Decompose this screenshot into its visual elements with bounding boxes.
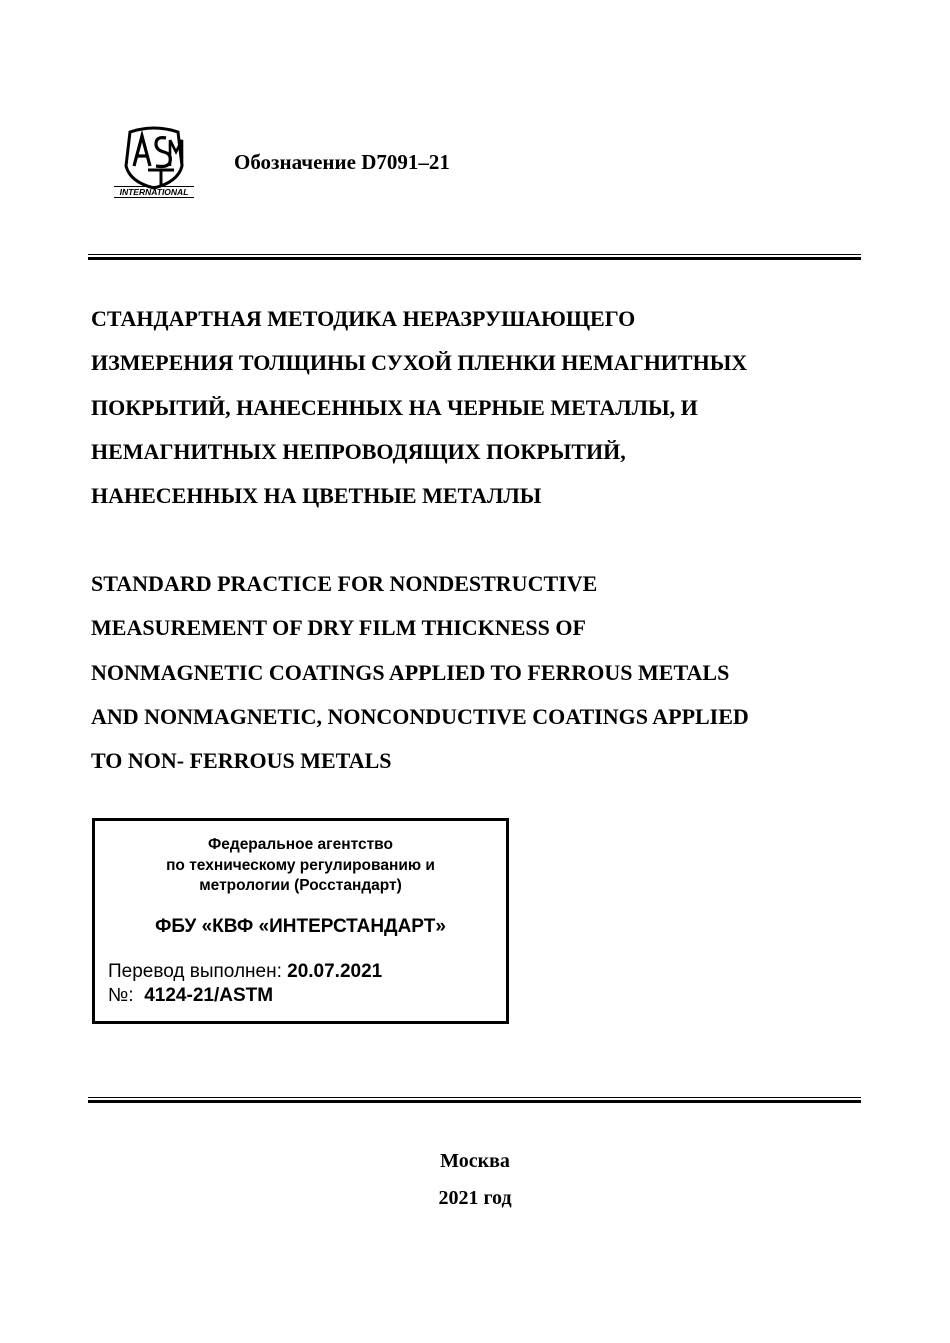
translation-stamp (92, 818, 509, 1024)
number-label: №: (108, 985, 134, 1006)
document-designation: Обозначение D7091–21 (234, 150, 450, 174)
title-en-line: AND NONMAGNETIC, NONCONDUCTIVE COATINGS APPLIED (91, 703, 749, 729)
astm-logo (108, 126, 200, 200)
organization-name: ФБУ «КВФ «ИНТЕРСТАНДАРТ» (155, 916, 446, 937)
astm-international-logo-icon (108, 126, 200, 200)
title-ru-line: НЕМАГНИТНЫХ НЕПРОВОДЯЩИХ ПОКРЫТИЙ, (91, 438, 626, 464)
title-ru-line: НАНЕСЕННЫХ НА ЦВЕТНЫЕ МЕТАЛЛЫ (91, 483, 542, 509)
agency-name (95, 835, 506, 897)
publication-city: Москва (440, 1150, 510, 1172)
title-ru-line: СТАНДАРТНАЯ МЕТОДИКА НЕРАЗРУШАЮЩЕГО (91, 306, 636, 331)
header-divider (88, 254, 861, 260)
translation-label: Перевод выполнен: (108, 961, 282, 982)
title-en-line: STANDARD PRACTICE FOR NONDESTRUCTIVE (91, 571, 598, 596)
title-ru-line: ИЗМЕРЕНИЯ ТОЛЩИНЫ СУХОЙ ПЛЕНКИ НЕМАГНИТНЫХ (91, 350, 748, 376)
title-en-line: MEASUREMENT OF DRY FILM THICKNESS OF (91, 615, 586, 641)
title-ru-line: ПОКРЫТИЙ, НАНЕСЕННЫХ НА ЧЕРНЫЕ МЕТАЛЛЫ, И (91, 394, 698, 420)
logo-wordmark: INTERNATIONAL (119, 187, 189, 197)
publication-year: 2021 год (438, 1187, 512, 1209)
translation-number: 4124-21/ASTM (144, 985, 274, 1006)
title-russian (91, 297, 859, 518)
translation-info (108, 960, 382, 1008)
footer-divider (88, 1097, 861, 1103)
translation-date: 20.07.2021 (287, 961, 383, 982)
title-english (91, 562, 859, 783)
agency-line: по техническому регулированию и (166, 856, 435, 874)
agency-line: метрологии (Росстандарт) (199, 877, 402, 894)
title-en-line: TO NON- FERROUS METALS (91, 748, 392, 774)
agency-line: Федеральное агентство (208, 836, 393, 853)
title-en-line: NONMAGNETIC COATINGS APPLIED TO FERROUS METALS (91, 659, 730, 685)
